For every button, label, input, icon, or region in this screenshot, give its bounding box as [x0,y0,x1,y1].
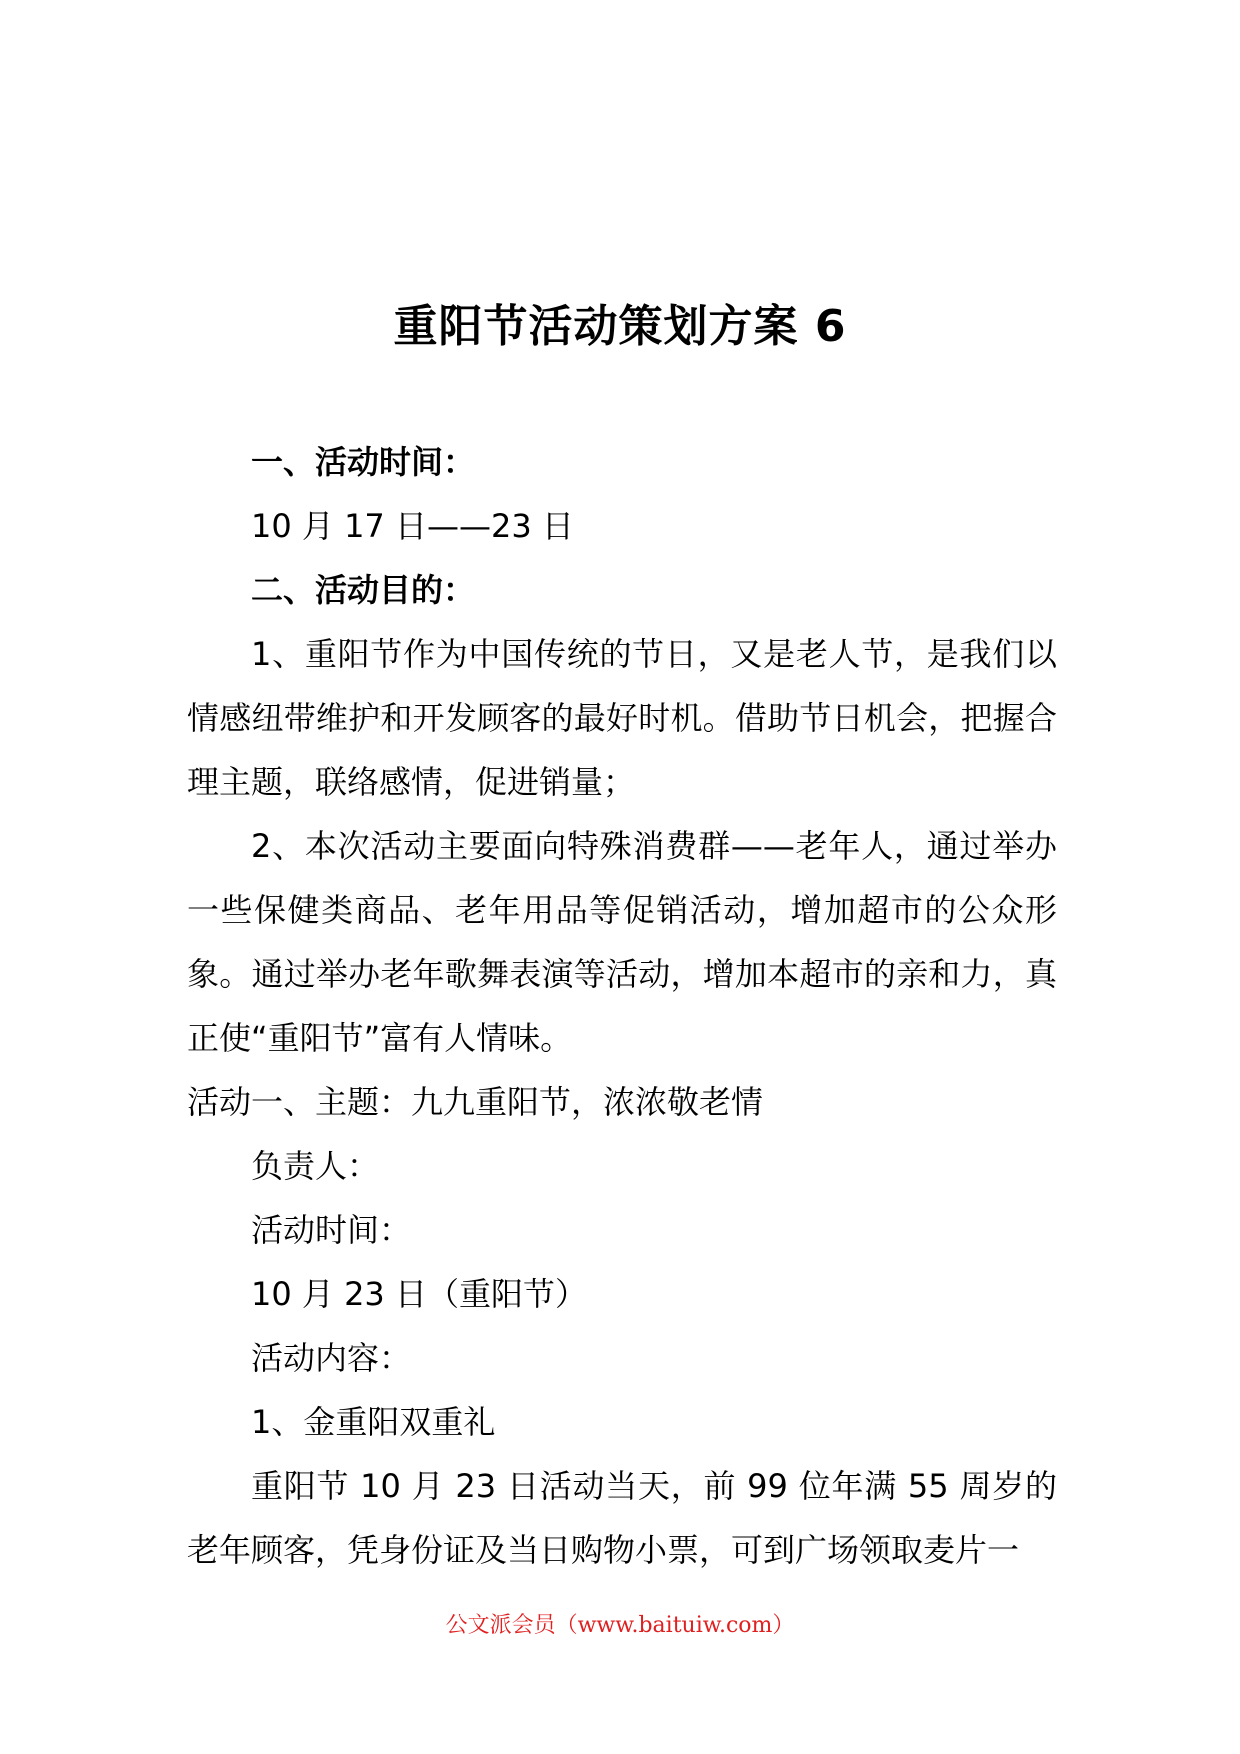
person-in-charge-label: 负责人： [251,1147,380,1185]
activity-time-label: 活动时间： [251,1211,412,1249]
activity-content-label: 活动内容： [251,1339,412,1377]
purpose-paragraph-2: 2、本次活动主要面向特殊消费群——老年人，通过举办一些保健类商品、老年用品等促销活动，增加超市的公众形象。通过举办老年歌舞表演等活动，增加本超市的亲和力，真正使“重阳节”富有人情味。 [187,827,1057,1057]
purpose-paragraph-1: 1、重阳节作为中国传统的节日，又是老人节，是我们以情感纽带维护和开发顾客的最好时机。借助节日机会，把握合理主题，联络感情，促进销量； [187,635,1057,801]
content-item-1: 1、金重阳双重礼 [251,1403,496,1441]
document-body [187,430,1057,1582]
document-title: 重阳节活动策划方案 6 [393,301,847,352]
activity-time-range: 10 月 17 日——23 日 [251,507,574,545]
activity-one-theme: 活动一、主题：九九重阳节，浓浓敬老情 [187,1083,764,1121]
heading-activity-purpose: 二、活动目的： [251,571,476,609]
footer-watermark-link[interactable]: 公文派会员（www.baituiw.com） [445,1613,795,1638]
content-item-1-detail: 重阳节 10 月 23 日活动当天，前 99 位年满 55 周岁的老年顾客，凭身份证及当日购物小票，可到广场领取麦片一 [187,1467,1057,1569]
heading-activity-time: 一、活动时间： [251,443,476,481]
activity-date: 10 月 23 日（重阳节） [251,1275,587,1313]
